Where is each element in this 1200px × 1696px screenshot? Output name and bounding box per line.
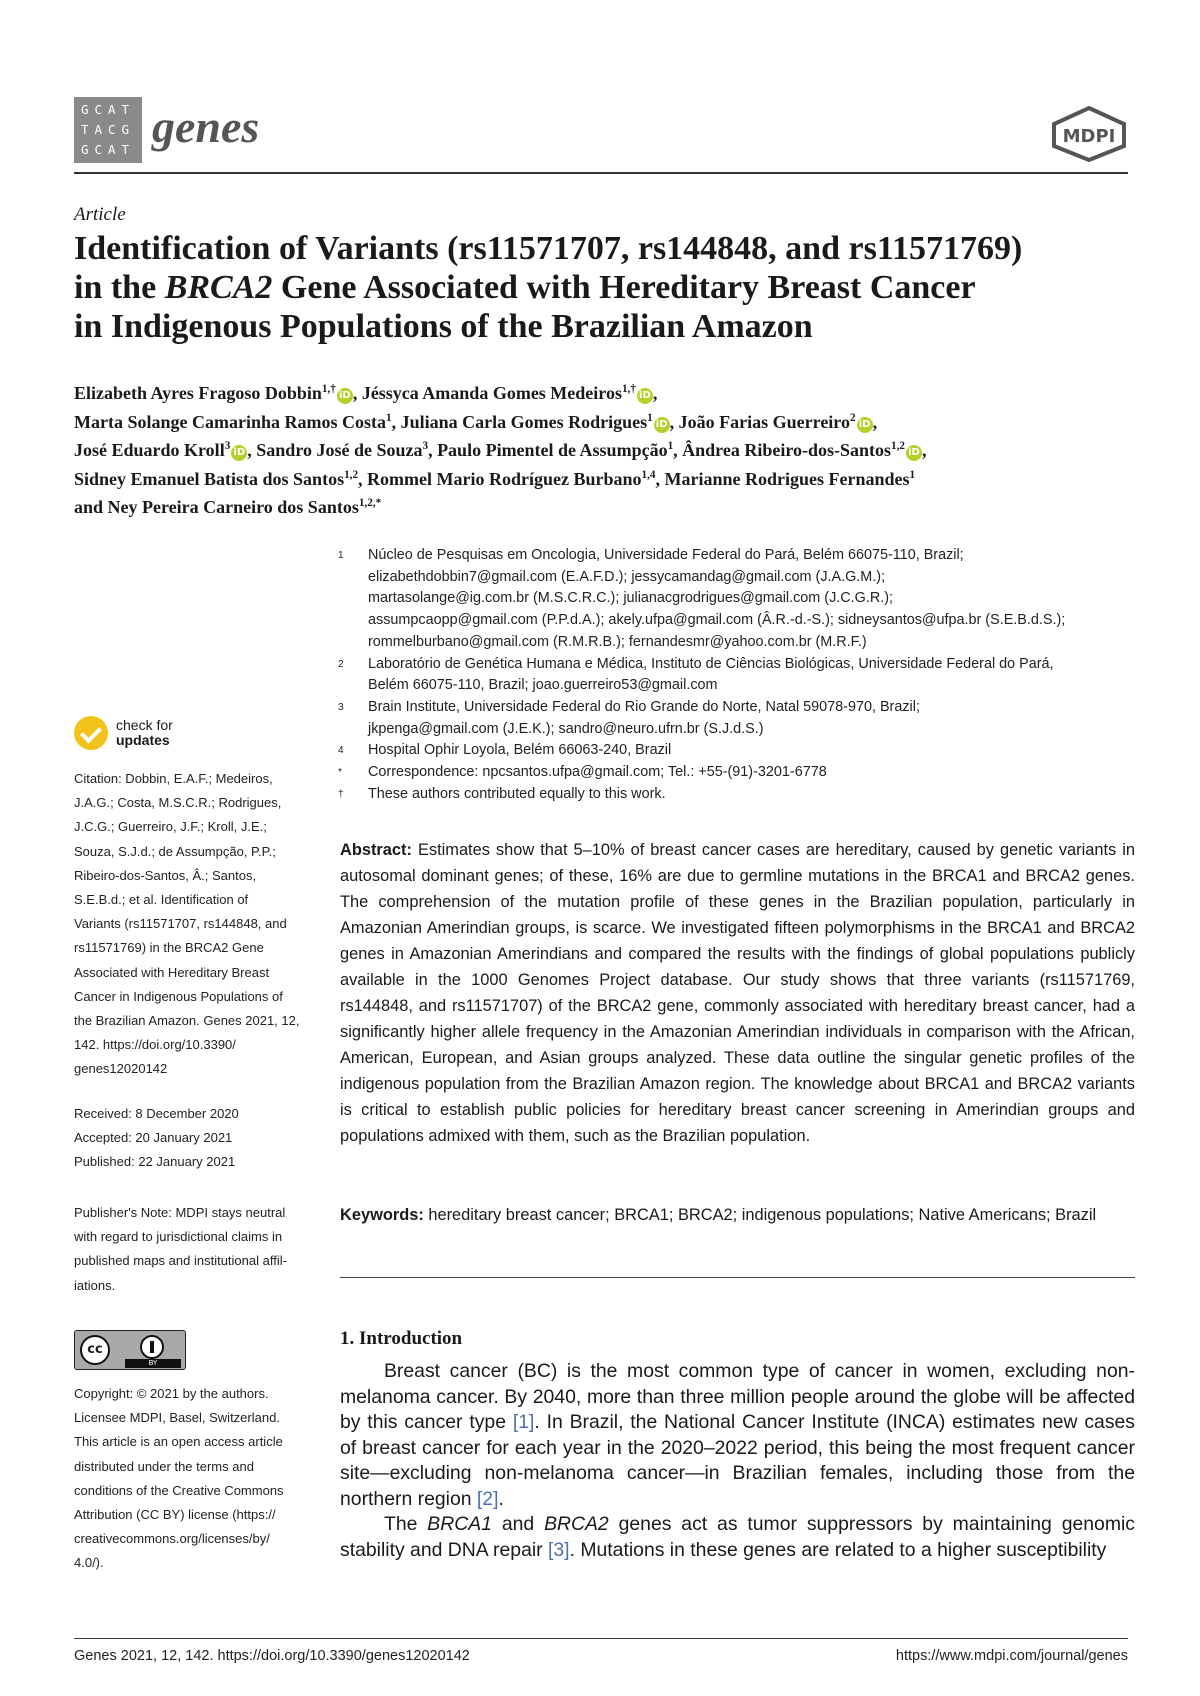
reference-link[interactable]: [1] — [512, 1411, 535, 1433]
affiliation-mark: * — [338, 767, 342, 779]
citation-line: Variants (rs11571707, rs144848, and — [74, 916, 287, 932]
author-sep: , — [247, 440, 257, 460]
intro-text: The — [384, 1513, 428, 1535]
affiliation-mark: 3 — [338, 701, 344, 713]
intro-text: . — [498, 1487, 504, 1510]
author-affil: 2 — [849, 411, 856, 424]
title-line-3: in Indigenous Populations of the Brazilian Amazon — [74, 308, 813, 345]
cc-icon: cc — [80, 1335, 110, 1365]
author-sep: , — [652, 383, 658, 403]
affiliation-line: Laboratório de Genética Humana e Médica, Instituto de Ciências Biológicas, Universidade Federal do Pará, — [368, 655, 1054, 672]
check-for-updates-button[interactable] — [74, 716, 173, 750]
citation-doi-link[interactable]: 142. https://doi.org/10.3390/ — [74, 1037, 236, 1053]
copyright-line: Licensee MDPI, Basel, Switzerland. — [74, 1410, 280, 1426]
author-affil: 1 — [647, 411, 653, 424]
author-sep: , — [428, 440, 438, 460]
license-link[interactable]: creativecommons.org/licenses/by/ — [74, 1531, 270, 1547]
affiliation-4 — [338, 740, 1138, 762]
intro-text: . Mutations in these genes are related to a higher susceptibility — [569, 1538, 1107, 1561]
title-line-1: Identification of Variants (rs11571707, rs144848, and rs11571769) — [74, 230, 1023, 267]
mdpi-logo-icon — [1050, 106, 1128, 162]
author-name: Sandro José de Souza — [256, 440, 423, 460]
author-sep: , — [872, 411, 878, 432]
abstract — [340, 837, 1135, 1149]
check-updates-text — [116, 718, 173, 748]
orcid-icon[interactable]: iD — [637, 388, 653, 404]
citation-line: Associated with Hereditary Breast — [74, 964, 270, 980]
affiliation-mark: 4 — [338, 745, 344, 757]
author-list — [74, 377, 1134, 520]
copyright-line: conditions of the Creative Commons — [74, 1482, 284, 1498]
title-line-2-post: Gene Associated with Hereditary Breast Cancer — [272, 269, 976, 306]
affiliation-line: Belém 66075-110, Brazil; joao.guerreiro53@gmail.com — [368, 677, 718, 694]
check-icon — [74, 716, 108, 750]
author-name: Sidney Emanuel Batista dos Santos — [74, 468, 345, 489]
footer-journal-link[interactable]: https://www.mdpi.com/journal/genes — [895, 1648, 1128, 1664]
citation-doi-link[interactable]: genes12020142 — [74, 1061, 168, 1077]
author-affil: 1,2,* — [358, 497, 382, 509]
paper-title — [74, 229, 1134, 346]
orcid-icon[interactable]: iD — [654, 417, 670, 433]
author-name: Marta Solange Camarinha Ramos Costa — [74, 411, 386, 432]
footer-citation: Genes 2021, 12, 142. https://doi.org/10.3390/genes12020142 — [74, 1648, 470, 1664]
dates-block — [74, 1102, 314, 1175]
author-sep: , — [352, 383, 362, 403]
footer-rule — [74, 1638, 1128, 1639]
orcid-icon[interactable]: iD — [231, 445, 247, 461]
intro-text: genes act as tumor suppressors by maintaining genomic stability and DNA repair — [340, 1513, 1135, 1561]
author-affil: 1 — [667, 440, 674, 452]
author-name: Paulo Pimentel de Assumpção — [437, 440, 668, 460]
affiliation-line: Núcleo de Pesquisas em Oncologia, Universidade Federal do Pará, Belém 66075-110, Brazil; — [368, 547, 964, 563]
author-affil: 1,† — [621, 383, 636, 395]
note-line: Publisher's Note: MDPI stays neutral — [74, 1205, 286, 1220]
abstract-label: Abstract: — [340, 841, 412, 859]
citation-line: Ribeiro-dos-Santos, Â.; Santos, — [74, 867, 257, 883]
citation-line: Citation: Dobbin, E.A.F.; Medeiros, — [74, 771, 273, 786]
affiliation-line: Hospital Ophir Loyola, Belém 66063-240, Brazil — [368, 742, 672, 759]
equal-contribution-note — [338, 784, 1138, 806]
author-sep: , — [921, 440, 927, 460]
author-affil: 1,2 — [891, 440, 905, 452]
article-type: Article — [74, 204, 126, 225]
citation-line: rs11571769) in the BRCA2 Gene — [74, 940, 264, 956]
received-date: Received: 8 December 2020 — [74, 1106, 239, 1121]
citation-line: Cancer in Indigenous Populations of — [74, 988, 283, 1004]
gene-name: BRCA2 — [544, 1513, 609, 1535]
correspondence — [338, 762, 1138, 784]
orcid-icon[interactable]: iD — [906, 445, 922, 461]
keywords-label: Keywords: — [340, 1206, 424, 1224]
author-name: Marianne Rodrigues Fernandes — [664, 468, 910, 489]
affiliations — [338, 545, 1138, 805]
mdpi-logo-text: MDPI — [1062, 126, 1116, 147]
author-affil: 1 — [386, 411, 392, 424]
author-affil: 1 — [909, 468, 916, 481]
affiliation-line: assumpcaopp@gmail.com (P.P.d.A.); akely.ufpa@gmail.com (Â.R.-d.-S.); sidneysantos@ufpa.br (S.E.B.d.S.); — [368, 612, 1066, 629]
copyright-block — [74, 1382, 314, 1576]
author-sep: , — [673, 440, 683, 460]
note-line: iations. — [74, 1277, 116, 1293]
orcid-icon[interactable]: iD — [857, 417, 873, 433]
title-gene: BRCA2 — [164, 269, 273, 306]
intro-paragraph-2 — [340, 1512, 1135, 1563]
logo-letters-2: TACG — [80, 122, 136, 137]
author-name: Elizabeth Ayres Fragoso Dobbin — [74, 383, 322, 403]
affiliation-line: Correspondence: npcsantos.ufpa@gmail.com; Tel.: +55-(91)-3201-6778 — [368, 764, 827, 781]
affiliation-line: These authors contributed equally to this work. — [368, 785, 666, 802]
affiliation-line: rommelburbano@gmail.com (R.M.R.B.); fernandesmr@yahoo.com.br (M.R.F.) — [368, 633, 867, 650]
keywords-text: hereditary breast cancer; BRCA1; BRCA2; indigenous populations; Native Americans; Brazil — [428, 1206, 1097, 1224]
header-rule — [74, 172, 1128, 174]
affiliation-mark: 1 — [338, 550, 344, 561]
author-sep: , — [655, 468, 665, 489]
copyright-line: Attribution (CC BY) license (https:// — [74, 1507, 276, 1523]
logo-letters-1: GCAT — [80, 102, 136, 117]
author-sep: , — [669, 411, 679, 432]
citation-block — [74, 767, 314, 1082]
author-name: Juliana Carla Gomes Rodrigues — [400, 411, 648, 432]
affiliation-2 — [338, 654, 1138, 697]
gene-name: BRCA1 — [427, 1513, 492, 1535]
abstract-text: Estimates show that 5–10% of breast cancer cases are hereditary, caused by genetic variants in autosomal dominant genes; of these, 16% are due to germline mutations in the BRCA1 and BRCA2 genes. The comprehension of the mutation profile of these genes in the Brazilian population, particularly in Amazonian Amerindian groups, is scarce. We investigated fifteen polymorphisms in the BRCA1 and BRCA2 genes in Amazonian Amerindians and compared the results with the findings of global populations publicly available in the 1000 Genomes Project database. Our study shows that three variants (rs11571769, rs144848, and rs11571707) of the BRCA2 gene, commonly associated with hereditary breast cancer, had a significantly higher allele frequency in the Amazonian Amerindian individuals in comparison with the African, American, European, and Asian groups analyzed. These data outline the singular genetic profiles of the indigenous population from the Brazilian Amazon region. The knowledge about BRCA1 and BRCA2 variants is critical to establish public policies for hereditary breast cancer screening in Amerindian groups and populations admixed with them, such as the Brazilian population. — [340, 841, 1135, 1145]
author-name: José Eduardo Kroll — [74, 440, 225, 460]
published-date: Published: 22 January 2021 — [74, 1154, 236, 1170]
affiliation-mark: 2 — [338, 658, 344, 670]
author-name: Jéssyca Amanda Gomes Medeiros — [361, 383, 622, 403]
copyright-line: Copyright: © 2021 by the authors. — [74, 1386, 269, 1401]
section-rule — [340, 1277, 1135, 1278]
author-affil: 1,† — [321, 383, 336, 395]
author-affil: 1,4 — [641, 468, 656, 481]
citation-line: the Brazilian Amazon. Genes 2021, 12, — [74, 1013, 300, 1029]
author-name: Rommel Mario Rodríguez Burbano — [367, 468, 642, 489]
affiliation-3 — [338, 697, 1138, 740]
journal-name: genes — [152, 101, 260, 152]
author-sep: , — [358, 468, 368, 489]
reference-link[interactable]: [3] — [548, 1538, 570, 1561]
by-label: BY — [125, 1359, 181, 1368]
affiliation-line: Brain Institute, Universidade Federal do Rio Grande do Norte, Natal 59078-970, Brazil; — [368, 698, 920, 715]
affiliation-line: jkpenga@gmail.com (J.E.K.); sandro@neuro.ufrn.br (S.J.d.S.) — [368, 720, 764, 737]
citation-line: S.E.B.d.; et al. Identification of — [74, 892, 249, 908]
citation-line: J.A.G.; Costa, M.S.C.R.; Rodrigues, — [74, 795, 282, 811]
logo-letters-3: GCAT — [80, 142, 136, 157]
title-line-2-pre: in the — [74, 269, 165, 306]
citation-line: Souza, S.J.d.; de Assumpção, P.P.; — [74, 843, 276, 859]
affiliation-1 — [338, 545, 1138, 654]
author-name: Ândrea Ribeiro-dos-Santos — [682, 440, 892, 460]
introduction-body — [340, 1359, 1135, 1563]
reference-link[interactable]: [2] — [476, 1487, 499, 1510]
note-line: published maps and institutional affil- — [74, 1253, 287, 1269]
check-updates-line-2: updates — [116, 732, 170, 748]
publishers-note — [74, 1201, 314, 1298]
affiliation-line: martasolange@ig.com.br (M.S.C.R.C.); julianacgrodrigues@gmail.com (J.C.G.R.); — [368, 590, 894, 607]
author-name: João Farias Guerreiro — [678, 411, 850, 432]
author-sep: , — [391, 411, 401, 432]
intro-text: and — [491, 1513, 545, 1535]
author-name: and Ney Pereira Carneiro dos Santos — [74, 497, 359, 517]
author-affil: 3 — [422, 440, 429, 452]
check-updates-line-1: check for — [116, 717, 173, 733]
copyright-line: distributed under the terms and — [74, 1458, 254, 1474]
cc-by-license-badge[interactable] — [74, 1330, 186, 1370]
affiliation-line: elizabethdobbin7@gmail.com (E.A.F.D.); jessycamandag@gmail.com (J.A.G.M.); — [368, 568, 886, 585]
introduction-heading: 1. Introduction — [340, 1328, 463, 1349]
attribution-person-icon — [140, 1335, 164, 1359]
author-affil: 3 — [224, 440, 231, 452]
affiliation-mark: † — [338, 788, 344, 800]
author-affil: 1,2 — [344, 468, 359, 481]
intro-paragraph-1 — [340, 1359, 1135, 1512]
orcid-icon[interactable]: iD — [337, 388, 353, 404]
intro-text: . In Brazil, the National Cancer Institute (INCA) estimates new cases of breast cancer for each year in the 2020–2022 period, this being the most frequent cancer site—excluding non-melanoma cancer—in Brazilian females, including those from the northern region — [340, 1411, 1136, 1510]
note-line: with regard to jurisdictional claims in — [74, 1229, 283, 1245]
citation-line: J.C.G.; Guerreiro, J.F.; Kroll, J.E.; — [74, 819, 267, 835]
license-link[interactable]: 4.0/). — [74, 1555, 104, 1571]
intro-text: Breast cancer (BC) is the most common type of cancer in women, excluding non-melanoma cancer. By 2040, more than three million people around the globe will be affected by this cancer type — [340, 1360, 1135, 1433]
keywords — [340, 1203, 1135, 1228]
accepted-date: Accepted: 20 January 2021 — [74, 1130, 233, 1146]
journal-logo-box — [74, 97, 142, 163]
copyright-line: This article is an open access article — [74, 1434, 283, 1450]
